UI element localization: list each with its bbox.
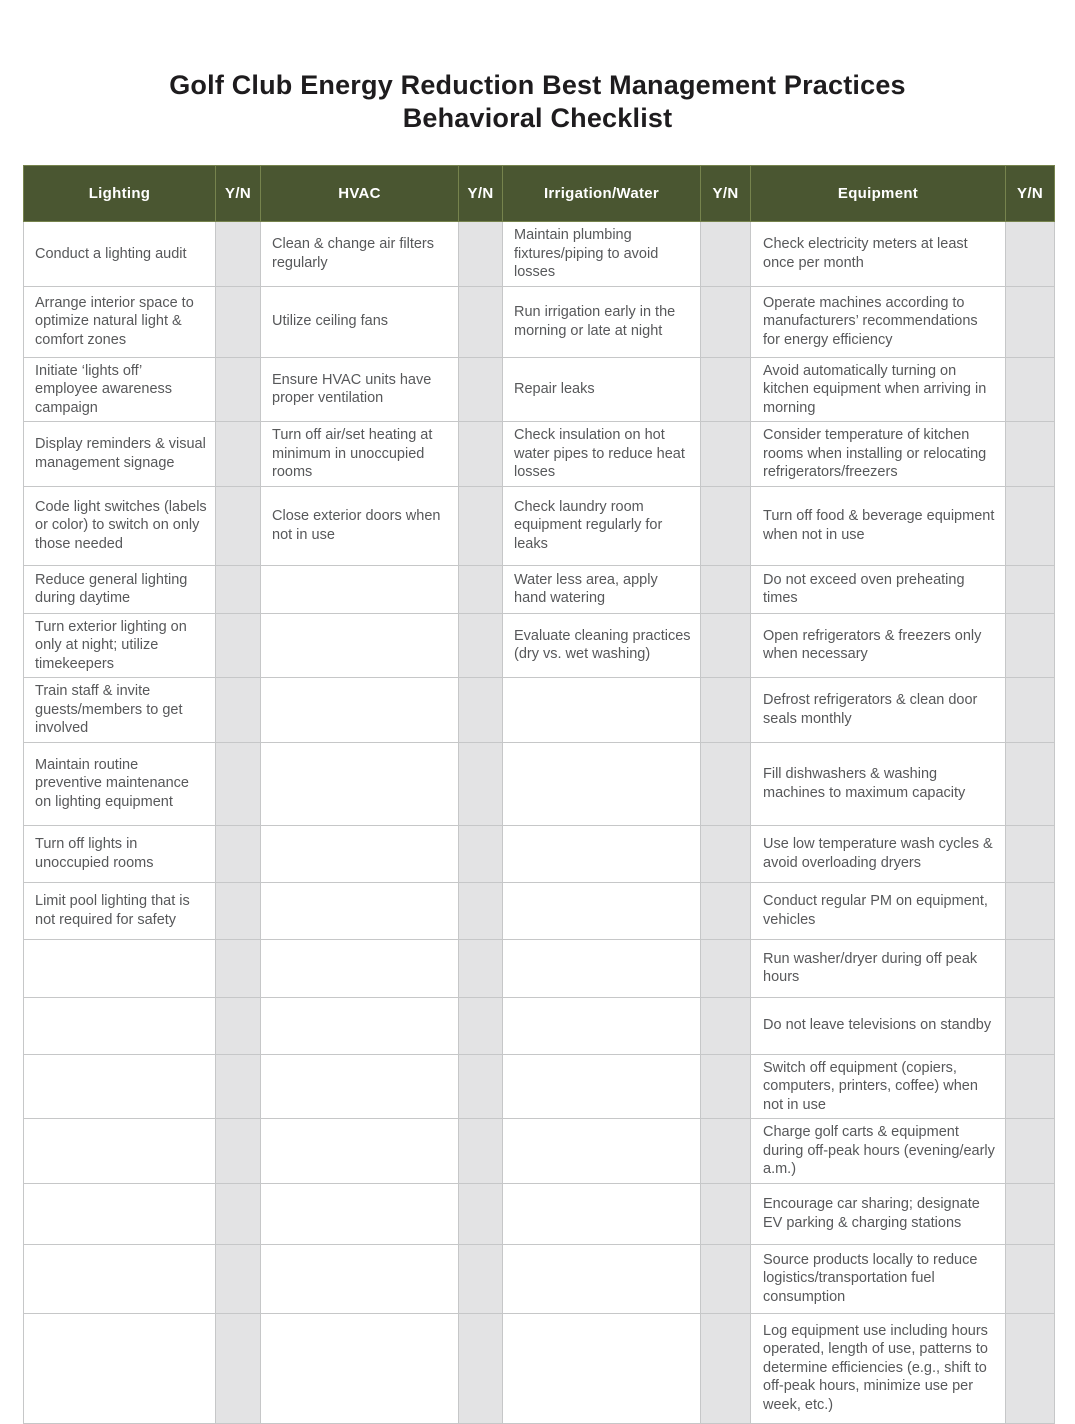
checklist-item-equipment: Log equipment use including hours operated, length of use, patterns to determine efficiencies (e.g., shift to off-peak hours, minimize use per week, etc.) bbox=[751, 1313, 1006, 1423]
yn-answer-cell-lighting[interactable] bbox=[216, 1119, 261, 1184]
checklist-item-lighting bbox=[24, 997, 216, 1054]
yn-answer-cell-equipment[interactable] bbox=[1006, 613, 1055, 678]
yn-answer-cell-equipment[interactable] bbox=[1006, 1119, 1055, 1184]
yn-answer-cell-equipment[interactable] bbox=[1006, 997, 1055, 1054]
checklist-item-hvac bbox=[261, 939, 459, 997]
yn-answer-cell-irrigation[interactable] bbox=[701, 825, 751, 882]
checklist-item-hvac: Ensure HVAC units have proper ventilation bbox=[261, 357, 459, 422]
yn-answer-cell-equipment[interactable] bbox=[1006, 286, 1055, 357]
title-line-2: Behavioral Checklist bbox=[402, 103, 673, 133]
yn-answer-cell-lighting[interactable] bbox=[216, 286, 261, 357]
table-row bbox=[24, 422, 1055, 487]
yn-answer-cell-equipment[interactable] bbox=[1006, 486, 1055, 565]
yn-answer-cell-hvac[interactable] bbox=[459, 565, 503, 613]
yn-answer-cell-lighting[interactable] bbox=[216, 565, 261, 613]
yn-answer-cell-hvac[interactable] bbox=[459, 222, 503, 287]
checklist-item-irrigation: Maintain plumbing fixtures/piping to avoid losses bbox=[503, 222, 701, 287]
yn-answer-cell-irrigation[interactable] bbox=[701, 1313, 751, 1423]
column-header-yn-equipment: Y/N bbox=[1006, 166, 1055, 222]
yn-answer-cell-irrigation[interactable] bbox=[701, 422, 751, 487]
checklist-item-hvac: Clean & change air filters regularly bbox=[261, 222, 459, 287]
yn-answer-cell-lighting[interactable] bbox=[216, 825, 261, 882]
yn-answer-cell-equipment[interactable] bbox=[1006, 1054, 1055, 1119]
table-row bbox=[24, 1119, 1055, 1184]
checklist-item-equipment: Operate machines according to manufacturers’ recommendations for energy efficiency bbox=[751, 286, 1006, 357]
checklist-item-hvac bbox=[261, 1054, 459, 1119]
table-row bbox=[24, 939, 1055, 997]
table-row bbox=[24, 222, 1055, 287]
yn-answer-cell-hvac[interactable] bbox=[459, 1119, 503, 1184]
yn-answer-cell-lighting[interactable] bbox=[216, 678, 261, 743]
yn-answer-cell-hvac[interactable] bbox=[459, 997, 503, 1054]
checklist-item-irrigation: Check laundry room equipment regularly for leaks bbox=[503, 486, 701, 565]
checklist-item-lighting: Code light switches (labels or color) to switch on only those needed bbox=[24, 486, 216, 565]
table-row bbox=[24, 882, 1055, 939]
checklist-item-equipment: Consider temperature of kitchen rooms when installing or relocating refrigerators/freezers bbox=[751, 422, 1006, 487]
yn-answer-cell-hvac[interactable] bbox=[459, 1054, 503, 1119]
checklist-item-lighting bbox=[24, 1119, 216, 1184]
checklist-item-equipment: Source products locally to reduce logistics/transportation fuel consumption bbox=[751, 1244, 1006, 1313]
checklist-item-irrigation bbox=[503, 742, 701, 825]
checklist-item-irrigation bbox=[503, 678, 701, 743]
checklist-item-equipment: Use low temperature wash cycles & avoid overloading dryers bbox=[751, 825, 1006, 882]
checklist-item-hvac bbox=[261, 997, 459, 1054]
table-row bbox=[24, 565, 1055, 613]
checklist-item-lighting: Train staff & invite guests/members to get involved bbox=[24, 678, 216, 743]
yn-answer-cell-irrigation[interactable] bbox=[701, 1119, 751, 1184]
table-row bbox=[24, 1313, 1055, 1423]
yn-answer-cell-equipment[interactable] bbox=[1006, 742, 1055, 825]
column-header-yn-lighting: Y/N bbox=[216, 166, 261, 222]
table-row bbox=[24, 678, 1055, 743]
checklist-item-irrigation bbox=[503, 997, 701, 1054]
yn-answer-cell-irrigation[interactable] bbox=[701, 486, 751, 565]
yn-answer-cell-equipment[interactable] bbox=[1006, 882, 1055, 939]
yn-answer-cell-lighting[interactable] bbox=[216, 1244, 261, 1313]
yn-answer-cell-lighting[interactable] bbox=[216, 1313, 261, 1423]
checklist-item-equipment: Do not leave televisions on standby bbox=[751, 997, 1006, 1054]
checklist-item-equipment: Fill dishwashers & washing machines to maximum capacity bbox=[751, 742, 1006, 825]
checklist-item-irrigation bbox=[503, 1119, 701, 1184]
yn-answer-cell-equipment[interactable] bbox=[1006, 422, 1055, 487]
checklist-item-lighting bbox=[24, 1054, 216, 1119]
checklist-item-irrigation: Evaluate cleaning practices (dry vs. wet washing) bbox=[503, 613, 701, 678]
yn-answer-cell-lighting[interactable] bbox=[216, 939, 261, 997]
yn-answer-cell-hvac[interactable] bbox=[459, 1183, 503, 1244]
table-row bbox=[24, 613, 1055, 678]
yn-answer-cell-hvac[interactable] bbox=[459, 422, 503, 487]
checklist-item-equipment: Conduct regular PM on equipment, vehicles bbox=[751, 882, 1006, 939]
yn-answer-cell-lighting[interactable] bbox=[216, 742, 261, 825]
page-title bbox=[0, 69, 1075, 135]
checklist-item-equipment: Encourage car sharing; designate EV parking & charging stations bbox=[751, 1183, 1006, 1244]
checklist-item-equipment: Do not exceed oven preheating times bbox=[751, 565, 1006, 613]
checklist-item-hvac bbox=[261, 825, 459, 882]
yn-answer-cell-equipment[interactable] bbox=[1006, 357, 1055, 422]
yn-answer-cell-irrigation[interactable] bbox=[701, 613, 751, 678]
checklist-item-hvac bbox=[261, 565, 459, 613]
yn-answer-cell-hvac[interactable] bbox=[459, 613, 503, 678]
checklist-item-hvac bbox=[261, 1183, 459, 1244]
checklist-item-equipment: Defrost refrigerators & clean door seals monthly bbox=[751, 678, 1006, 743]
yn-answer-cell-lighting[interactable] bbox=[216, 222, 261, 287]
checklist-item-irrigation bbox=[503, 939, 701, 997]
yn-answer-cell-irrigation[interactable] bbox=[701, 222, 751, 287]
column-header-yn-irrigation: Y/N bbox=[701, 166, 751, 222]
yn-answer-cell-lighting[interactable] bbox=[216, 1054, 261, 1119]
yn-answer-cell-equipment[interactable] bbox=[1006, 678, 1055, 743]
yn-answer-cell-irrigation[interactable] bbox=[701, 1183, 751, 1244]
yn-answer-cell-hvac[interactable] bbox=[459, 1313, 503, 1423]
checklist-item-lighting: Maintain routine preventive maintenance on lighting equipment bbox=[24, 742, 216, 825]
yn-answer-cell-equipment[interactable] bbox=[1006, 825, 1055, 882]
yn-answer-cell-equipment[interactable] bbox=[1006, 1244, 1055, 1313]
column-header-yn-hvac: Y/N bbox=[459, 166, 503, 222]
yn-answer-cell-lighting[interactable] bbox=[216, 422, 261, 487]
yn-answer-cell-irrigation[interactable] bbox=[701, 997, 751, 1054]
checklist-item-hvac bbox=[261, 613, 459, 678]
checklist-item-irrigation: Water less area, apply hand watering bbox=[503, 565, 701, 613]
yn-answer-cell-hvac[interactable] bbox=[459, 357, 503, 422]
yn-answer-cell-equipment[interactable] bbox=[1006, 1183, 1055, 1244]
checklist-item-lighting bbox=[24, 1313, 216, 1423]
checklist-item-irrigation bbox=[503, 825, 701, 882]
checklist-item-hvac bbox=[261, 1119, 459, 1184]
yn-answer-cell-lighting[interactable] bbox=[216, 997, 261, 1054]
title-line-1: Golf Club Energy Reduction Best Management Practices bbox=[169, 70, 906, 100]
checklist-item-lighting: Display reminders & visual management signage bbox=[24, 422, 216, 487]
column-header-equipment: Equipment bbox=[751, 166, 1006, 222]
yn-answer-cell-irrigation[interactable] bbox=[701, 882, 751, 939]
yn-answer-cell-hvac[interactable] bbox=[459, 678, 503, 743]
yn-answer-cell-hvac[interactable] bbox=[459, 1244, 503, 1313]
checklist-item-hvac bbox=[261, 678, 459, 743]
checklist-item-equipment: Switch off equipment (copiers, computers, printers, coffee) when not in use bbox=[751, 1054, 1006, 1119]
checklist-item-hvac: Turn off air/set heating at minimum in unoccupied rooms bbox=[261, 422, 459, 487]
yn-answer-cell-equipment[interactable] bbox=[1006, 565, 1055, 613]
yn-answer-cell-lighting[interactable] bbox=[216, 357, 261, 422]
checklist-item-lighting bbox=[24, 939, 216, 997]
yn-answer-cell-equipment[interactable] bbox=[1006, 939, 1055, 997]
checklist-item-lighting: Limit pool lighting that is not required for safety bbox=[24, 882, 216, 939]
checklist-item-equipment: Charge golf carts & equipment during off-peak hours (evening/early a.m.) bbox=[751, 1119, 1006, 1184]
table-row bbox=[24, 1244, 1055, 1313]
yn-answer-cell-irrigation[interactable] bbox=[701, 742, 751, 825]
yn-answer-cell-hvac[interactable] bbox=[459, 486, 503, 565]
table-row bbox=[24, 825, 1055, 882]
checklist-item-lighting: Turn exterior lighting on only at night; utilize timekeepers bbox=[24, 613, 216, 678]
checklist-table bbox=[23, 165, 1055, 1424]
checklist-item-irrigation bbox=[503, 1054, 701, 1119]
yn-answer-cell-irrigation[interactable] bbox=[701, 286, 751, 357]
checklist-item-irrigation bbox=[503, 1183, 701, 1244]
checklist-item-irrigation: Repair leaks bbox=[503, 357, 701, 422]
checklist-item-equipment: Run washer/dryer during off peak hours bbox=[751, 939, 1006, 997]
yn-answer-cell-lighting[interactable] bbox=[216, 882, 261, 939]
checklist-item-lighting bbox=[24, 1183, 216, 1244]
yn-answer-cell-equipment[interactable] bbox=[1006, 1313, 1055, 1423]
yn-answer-cell-irrigation[interactable] bbox=[701, 1244, 751, 1313]
checklist-item-lighting: Turn off lights in unoccupied rooms bbox=[24, 825, 216, 882]
yn-answer-cell-hvac[interactable] bbox=[459, 286, 503, 357]
table-row bbox=[24, 486, 1055, 565]
table-row bbox=[24, 286, 1055, 357]
table-row bbox=[24, 1054, 1055, 1119]
table-row bbox=[24, 742, 1055, 825]
checklist-item-irrigation bbox=[503, 882, 701, 939]
yn-answer-cell-hvac[interactable] bbox=[459, 742, 503, 825]
yn-answer-cell-lighting[interactable] bbox=[216, 613, 261, 678]
checklist-item-equipment: Turn off food & beverage equipment when not in use bbox=[751, 486, 1006, 565]
yn-answer-cell-hvac[interactable] bbox=[459, 939, 503, 997]
yn-answer-cell-irrigation[interactable] bbox=[701, 678, 751, 743]
checklist-item-equipment: Avoid automatically turning on kitchen equipment when arriving in morning bbox=[751, 357, 1006, 422]
table-row bbox=[24, 357, 1055, 422]
checklist-item-irrigation bbox=[503, 1244, 701, 1313]
checklist-item-irrigation: Check insulation on hot water pipes to reduce heat losses bbox=[503, 422, 701, 487]
checklist-item-hvac: Close exterior doors when not in use bbox=[261, 486, 459, 565]
yn-answer-cell-hvac[interactable] bbox=[459, 882, 503, 939]
column-header-hvac: HVAC bbox=[261, 166, 459, 222]
checklist-item-equipment: Check electricity meters at least once per month bbox=[751, 222, 1006, 287]
yn-answer-cell-irrigation[interactable] bbox=[701, 939, 751, 997]
table-row bbox=[24, 1183, 1055, 1244]
checklist-item-lighting: Conduct a lighting audit bbox=[24, 222, 216, 287]
column-header-lighting: Lighting bbox=[24, 166, 216, 222]
checklist-item-hvac bbox=[261, 882, 459, 939]
checklist-item-irrigation: Run irrigation early in the morning or late at night bbox=[503, 286, 701, 357]
column-header-irrigation-water: Irrigation/Water bbox=[503, 166, 701, 222]
checklist-item-irrigation bbox=[503, 1313, 701, 1423]
table-row bbox=[24, 997, 1055, 1054]
checklist-item-hvac bbox=[261, 1244, 459, 1313]
yn-answer-cell-lighting[interactable] bbox=[216, 1183, 261, 1244]
yn-answer-cell-irrigation[interactable] bbox=[701, 565, 751, 613]
checklist-item-lighting: Reduce general lighting during daytime bbox=[24, 565, 216, 613]
checklist-item-lighting bbox=[24, 1244, 216, 1313]
yn-answer-cell-irrigation[interactable] bbox=[701, 1054, 751, 1119]
checklist-item-lighting: Arrange interior space to optimize natural light & comfort zones bbox=[24, 286, 216, 357]
yn-answer-cell-hvac[interactable] bbox=[459, 825, 503, 882]
yn-answer-cell-lighting[interactable] bbox=[216, 486, 261, 565]
checklist-item-hvac: Utilize ceiling fans bbox=[261, 286, 459, 357]
checklist-item-hvac bbox=[261, 742, 459, 825]
checklist-item-hvac bbox=[261, 1313, 459, 1423]
yn-answer-cell-equipment[interactable] bbox=[1006, 222, 1055, 287]
yn-answer-cell-irrigation[interactable] bbox=[701, 357, 751, 422]
checklist-item-equipment: Open refrigerators & freezers only when necessary bbox=[751, 613, 1006, 678]
header-row bbox=[24, 166, 1055, 222]
checklist-item-lighting: Initiate ‘lights off’ employee awareness campaign bbox=[24, 357, 216, 422]
